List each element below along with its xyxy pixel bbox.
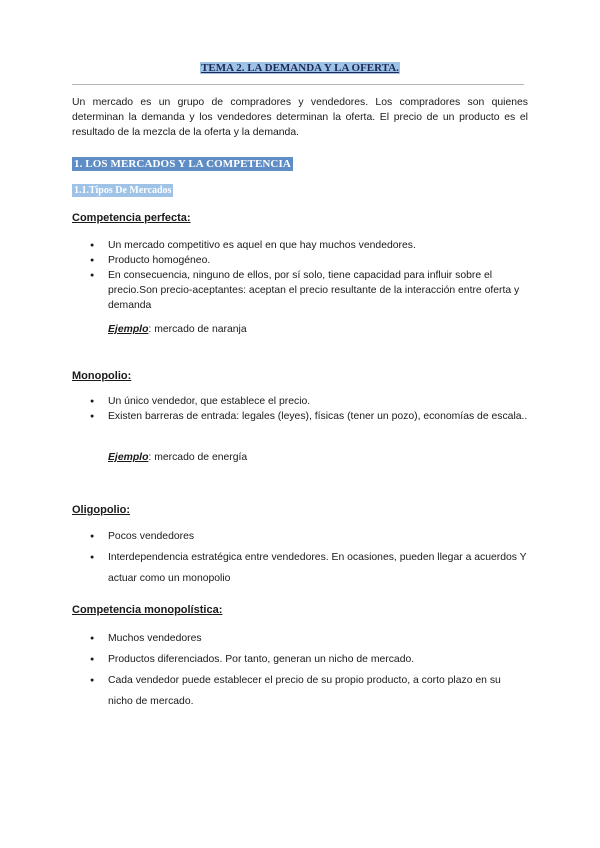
heading-competencia-monopolistica: Competencia monopolística: bbox=[72, 604, 223, 616]
heading-oligopolio: Oligopolio: bbox=[72, 504, 131, 516]
example-competencia-perfecta bbox=[108, 324, 247, 335]
intro-paragraph: Un mercado es un grupo de compradores y vendedores. Los compradores son quienes determinan la demanda y los vendedores determinan la oferta. El precio de un producto es el resultado de la mezcla de la oferta y la demanda. bbox=[72, 97, 528, 138]
heading-competencia-perfecta: Competencia perfecta: bbox=[72, 212, 191, 224]
list-item: ● Productos diferenciados. Por tanto, generan un nicho de mercado. bbox=[72, 649, 528, 670]
list-oligopolio bbox=[72, 526, 528, 589]
list-item: ● Un mercado competitivo es aquel en que hay muchos vendedores. bbox=[72, 238, 528, 253]
document-title bbox=[0, 58, 600, 76]
list-item: ● Cada vendedor puede establecer el precio de su propio producto, a corto plazo en su nicho de mercado. bbox=[72, 670, 528, 712]
list-item: ● Pocos vendedores bbox=[72, 526, 528, 547]
list-item: ● Muchos vendedores bbox=[72, 628, 528, 649]
section-heading-mercados: 1. LOS MERCADOS Y LA COMPETENCIA bbox=[74, 158, 291, 170]
list-item: ● En consecuencia, ninguno de ellos, por sí solo, tiene capacidad para influir sobre el precio.Son precio-aceptantes: aceptan el precio resultante de la interacción entre oferta y demanda bbox=[72, 268, 528, 313]
example-monopolio bbox=[108, 452, 247, 463]
list-item: ● Interdependencia estratégica entre vendedores. En ocasiones, pueden llegar a acuerdos Y actuar como un monopolio bbox=[72, 547, 528, 589]
heading-monopolio: Monopolio: bbox=[72, 370, 132, 382]
subsection-heading-tipos: 1.1.Tipos De Mercados bbox=[74, 185, 172, 196]
list-competencia-perfecta bbox=[72, 238, 528, 313]
list-item: ● Producto homogéneo. bbox=[72, 253, 528, 268]
example-label: Ejemplo bbox=[108, 324, 149, 335]
example-text: : mercado de naranja bbox=[148, 324, 247, 335]
document-title-text: TEMA 2. LA DEMANDA Y LA OFERTA. bbox=[201, 62, 399, 74]
list-competencia-monopolistica bbox=[72, 628, 528, 712]
list-item: ● Existen barreras de entrada: legales (leyes), físicas (tener un pozo), economías de escala.. bbox=[72, 409, 528, 424]
example-label: Ejemplo bbox=[108, 452, 149, 463]
example-text: : mercado de energía bbox=[148, 452, 248, 463]
list-monopolio bbox=[72, 394, 528, 424]
list-item: ● Un único vendedor, que establece el precio. bbox=[72, 394, 528, 409]
title-divider bbox=[72, 84, 524, 85]
